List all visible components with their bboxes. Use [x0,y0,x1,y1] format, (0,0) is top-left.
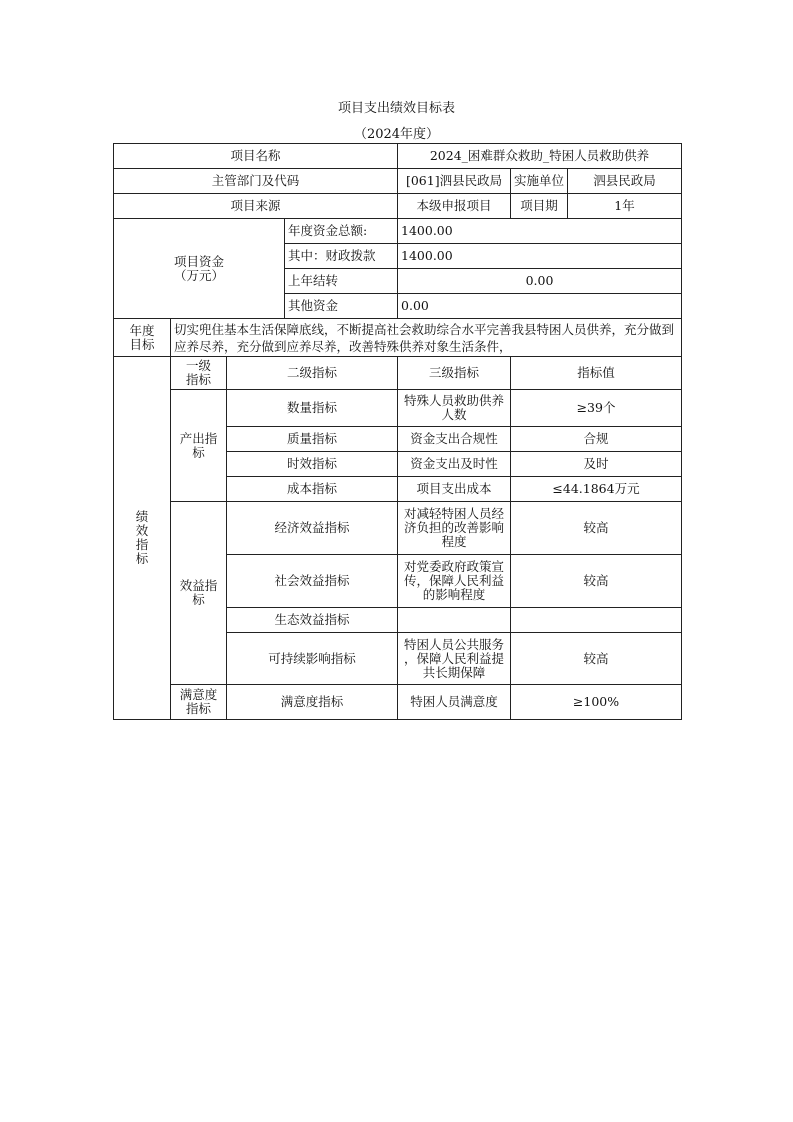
row-perf-header [114,357,682,390]
header-level1 [171,357,227,390]
value-cell [511,608,682,633]
perf-side-char: 指 [135,537,149,552]
level3-line: 特困人员公共服务 [404,636,505,652]
annual-goal-label [114,319,171,357]
header-value: 指标值 [511,357,682,390]
value-cell: ≤44.1864万元 [511,477,682,502]
funds-row-label: 上年结转 [285,269,398,294]
row-source [114,194,682,219]
table-row [114,685,682,720]
perf-side-char: 效 [135,523,149,538]
level3-line: 的影响程度 [422,587,486,602]
level2-cell: 质量指标 [227,427,398,452]
project-source-value: 本级申报项目 [398,194,511,219]
header-level1-line2: 指标 [185,372,211,387]
header-level3: 三级指标 [398,357,511,390]
department-value: [061]泗县民政局 [398,169,511,194]
level3-cell: 特困人员满意度 [398,685,511,720]
header-level2: 二级指标 [227,357,398,390]
level3-line: 人数 [441,407,467,422]
level2-cell: 生态效益指标 [227,608,398,633]
level3-cell [398,608,511,633]
row-project-name [114,144,682,169]
level3-cell [398,502,511,555]
project-source-label: 项目来源 [114,194,398,219]
level3-cell [398,390,511,427]
output-label-line2: 标 [192,444,205,460]
implementing-unit-value: 泗县民政局 [568,169,682,194]
funds-row-value: 0.00 [398,269,682,294]
benefit-indicators-label [171,502,227,685]
output-label-line1: 产出指 [179,430,218,446]
performance-indicators-label [114,357,171,720]
level3-line: 特殊人员救助供养 [404,393,505,408]
performance-target-table [113,143,682,720]
table-row [114,502,682,555]
satisfaction-label-line2: 指标 [185,701,211,716]
funds-row-value: 1400.00 [398,244,682,269]
value-cell: 较高 [511,502,682,555]
level2-cell: 时效指标 [227,452,398,477]
row-annual-goal [114,319,682,357]
project-funds-label [114,219,285,319]
table-row [114,390,682,427]
value-cell: 及时 [511,452,682,477]
project-period-label: 项目期 [511,194,568,219]
level3-cell: 项目支出成本 [398,477,511,502]
satisfaction-indicators-label [171,685,227,720]
satisfaction-label-line1: 满意度 [179,687,218,702]
department-label: 主管部门及代码 [114,169,398,194]
header-level1-line1: 一级 [185,358,211,373]
funds-row-label: 年度资金总额: [285,219,398,244]
level2-cell: 满意度指标 [227,685,398,720]
benefit-label-line2: 标 [192,592,205,607]
level2-cell: 可持续影响指标 [227,633,398,685]
level3-cell: 资金支出及时性 [398,452,511,477]
perf-side-char: 标 [135,551,149,566]
value-cell: ≥100% [511,685,682,720]
project-name-label: 项目名称 [114,144,398,169]
funds-row-value: 0.00 [398,294,682,319]
level3-line: ，保障人民利益提 [404,650,505,666]
level3-cell [398,555,511,608]
level3-line: 对党委政府政策宣 [404,559,505,574]
value-cell: 合规 [511,427,682,452]
annual-goal-text: 切实兜住基本生活保障底线，不断提高社会救助综合水平完善我县特困人员供养，充分做到应养尽养，充分做到应养尽养，改善特殊供养对象生活条件， [171,319,682,357]
page-title: 项目支出绩效目标表 [337,101,455,116]
level3-cell [398,633,511,685]
level2-cell: 成本指标 [227,477,398,502]
level2-cell: 社会效益指标 [227,555,398,608]
level3-line: 共长期保障 [422,664,486,680]
implementing-unit-label: 实施单位 [511,169,568,194]
annual-goal-label-line1: 年度 [129,322,155,338]
level2-cell: 数量指标 [227,390,398,427]
project-name-value: 2024_困难群众救助_特困人员救助供养 [398,144,682,169]
level3-line: 对减轻特困人员经 [404,506,505,521]
project-period-value: 1年 [568,194,682,219]
perf-side-char: 绩 [135,509,149,524]
benefit-label-line1: 效益指 [179,578,218,593]
funds-row-value: 1400.00 [398,219,682,244]
level3-cell: 资金支出合规性 [398,427,511,452]
funds-row-label: 其中：财政拨款 [285,244,398,269]
value-cell: 较高 [511,633,682,685]
row-department [114,169,682,194]
level3-line: 济负担的改善影响 [404,520,505,535]
value-cell: ≥39个 [511,390,682,427]
level3-line: 程度 [441,534,467,549]
row-funds-total [114,219,682,244]
output-indicators-label [171,390,227,502]
page-subtitle: （2024年度） [353,127,440,142]
level2-cell: 经济效益指标 [227,502,398,555]
value-cell: 较高 [511,555,682,608]
project-funds-label-line2: （万元） [173,267,224,283]
level3-line: 传，保障人民利益 [404,573,505,588]
annual-goal-label-line2: 目标 [129,336,155,352]
project-funds-label-line1: 项目资金 [173,253,224,269]
funds-row-label: 其他资金 [285,294,398,319]
